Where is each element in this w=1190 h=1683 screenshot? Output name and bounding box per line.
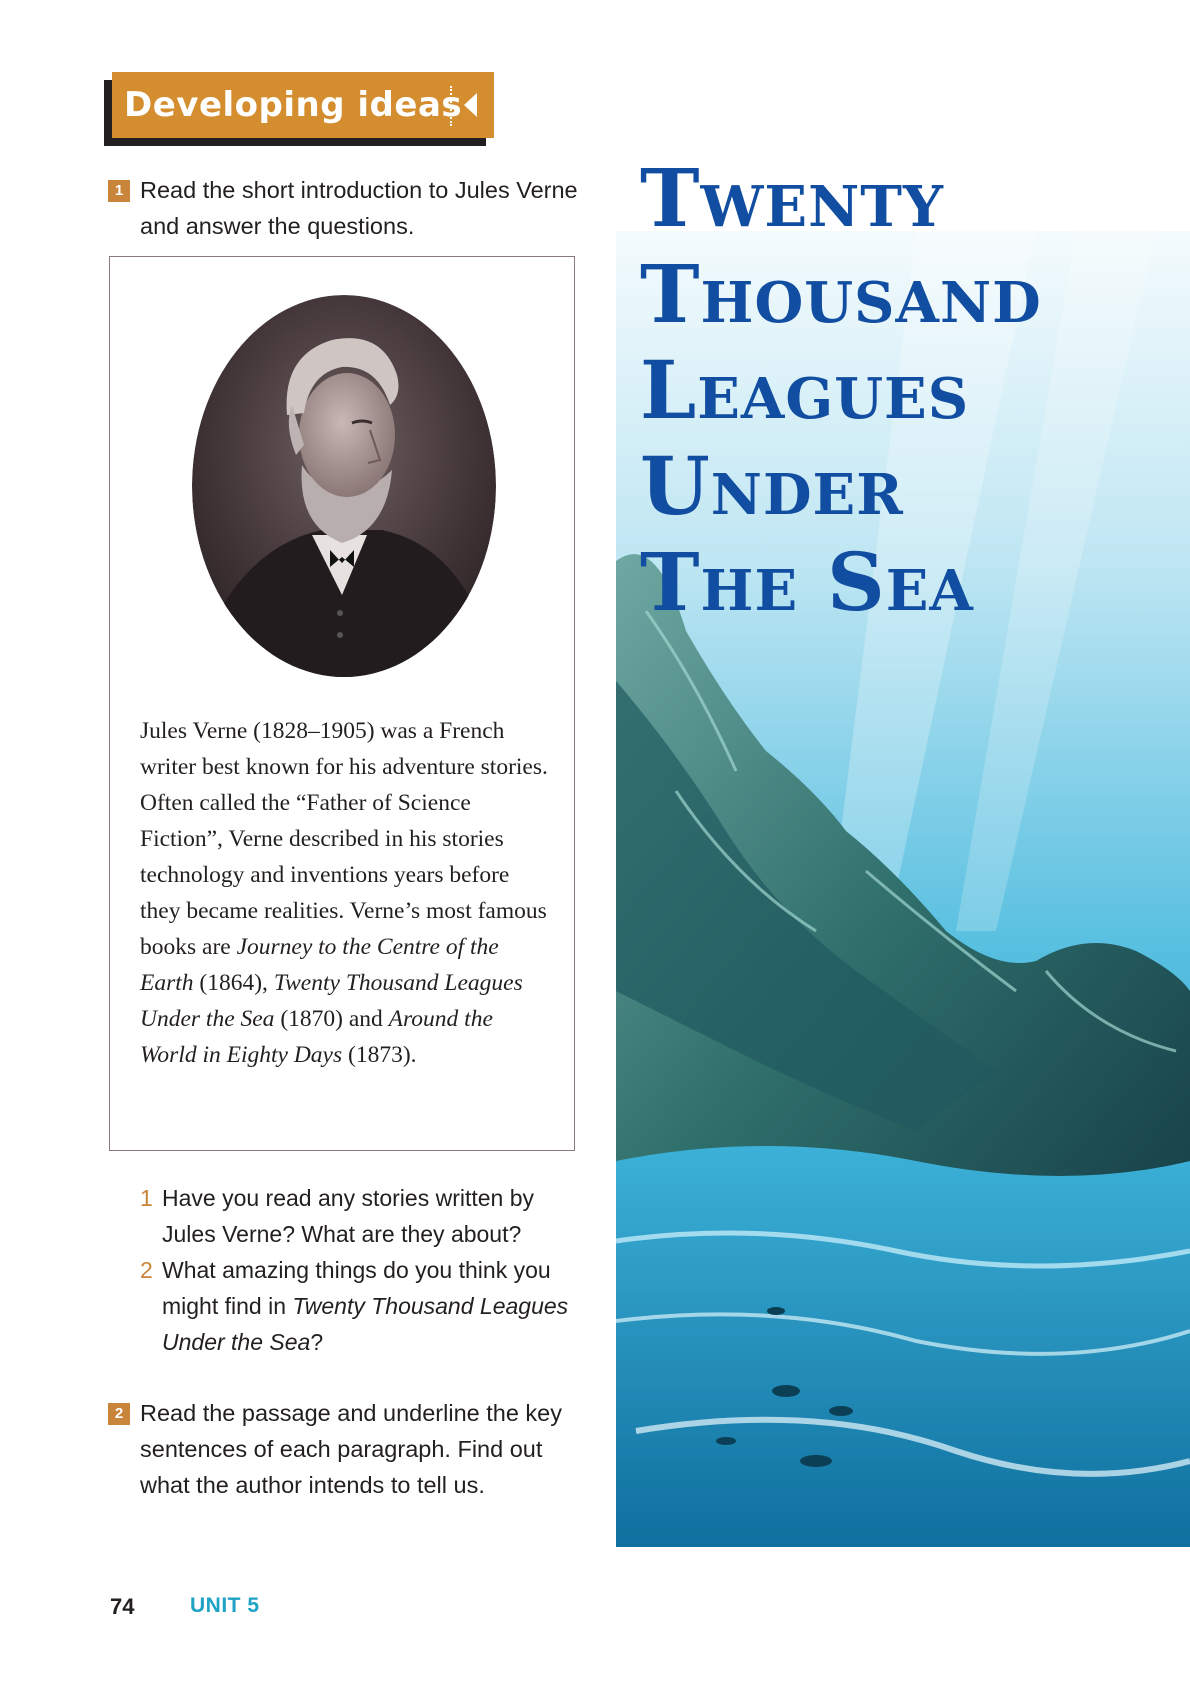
intro-text-part: (1864), [193, 970, 274, 996]
book-title-line: The Sea [640, 535, 974, 629]
activity-2 [108, 1395, 588, 1503]
unit-label: UNIT 5 [190, 1594, 260, 1617]
book-title-journey: Journey to the Centre of the Earth [140, 934, 499, 996]
book-title-line: Under [640, 439, 904, 533]
intro-paragraph [140, 713, 550, 1073]
activity-number-badge: 1 [108, 180, 130, 202]
question-number: 2 [140, 1257, 153, 1283]
section-title: Developing ideas [124, 85, 463, 125]
section-header [104, 72, 494, 142]
section-header-banner [112, 72, 494, 138]
question-book-title: Twenty Thousand Leagues Under the Sea [162, 1293, 569, 1355]
book-title-twenty-thousand: Twenty Thousand Leagues Under the Sea [140, 970, 523, 1032]
questions-list [140, 1180, 580, 1360]
activity-instruction: Read the short introduction to Jules Verne and answer the questions. [140, 177, 578, 239]
question-text: Have you read any stories written by Jules Verne? What are they about? [162, 1185, 535, 1247]
question-text-end: ? [310, 1329, 324, 1355]
jules-verne-portrait [192, 295, 496, 677]
book-title-line: Leagues [640, 343, 970, 437]
section-header-divider [450, 86, 452, 126]
book-title-around-the-world: Around the World in Eighty Days [140, 1006, 493, 1068]
book-title-line: Twenty [640, 151, 944, 245]
triangle-left-icon [464, 93, 477, 117]
question-item [140, 1180, 580, 1252]
book-title-line: Thousand [640, 247, 1042, 341]
book-title [640, 150, 1180, 630]
activity-1 [108, 172, 578, 244]
intro-text-part: Jules Verne (1828–1905) was a French writer best known for his adventure stories. Often called the “Father of Science Fiction”, Verne described in his stories technology and inventions years before they became realities. Verne’s most famous books are [140, 718, 548, 960]
question-item [140, 1252, 580, 1360]
intro-text-part: (1870) and [274, 1006, 389, 1032]
page-number: 74 [110, 1594, 135, 1619]
intro-box [109, 256, 575, 1151]
activity-instruction: Read the passage and underline the key sentences of each paragraph. Find out what the author intends to tell us. [140, 1400, 563, 1498]
activity-number-badge: 2 [108, 1403, 130, 1425]
question-number: 1 [140, 1185, 153, 1211]
question-text: What amazing things do you think you might find in [162, 1257, 551, 1319]
intro-text-part: (1873). [342, 1042, 417, 1068]
